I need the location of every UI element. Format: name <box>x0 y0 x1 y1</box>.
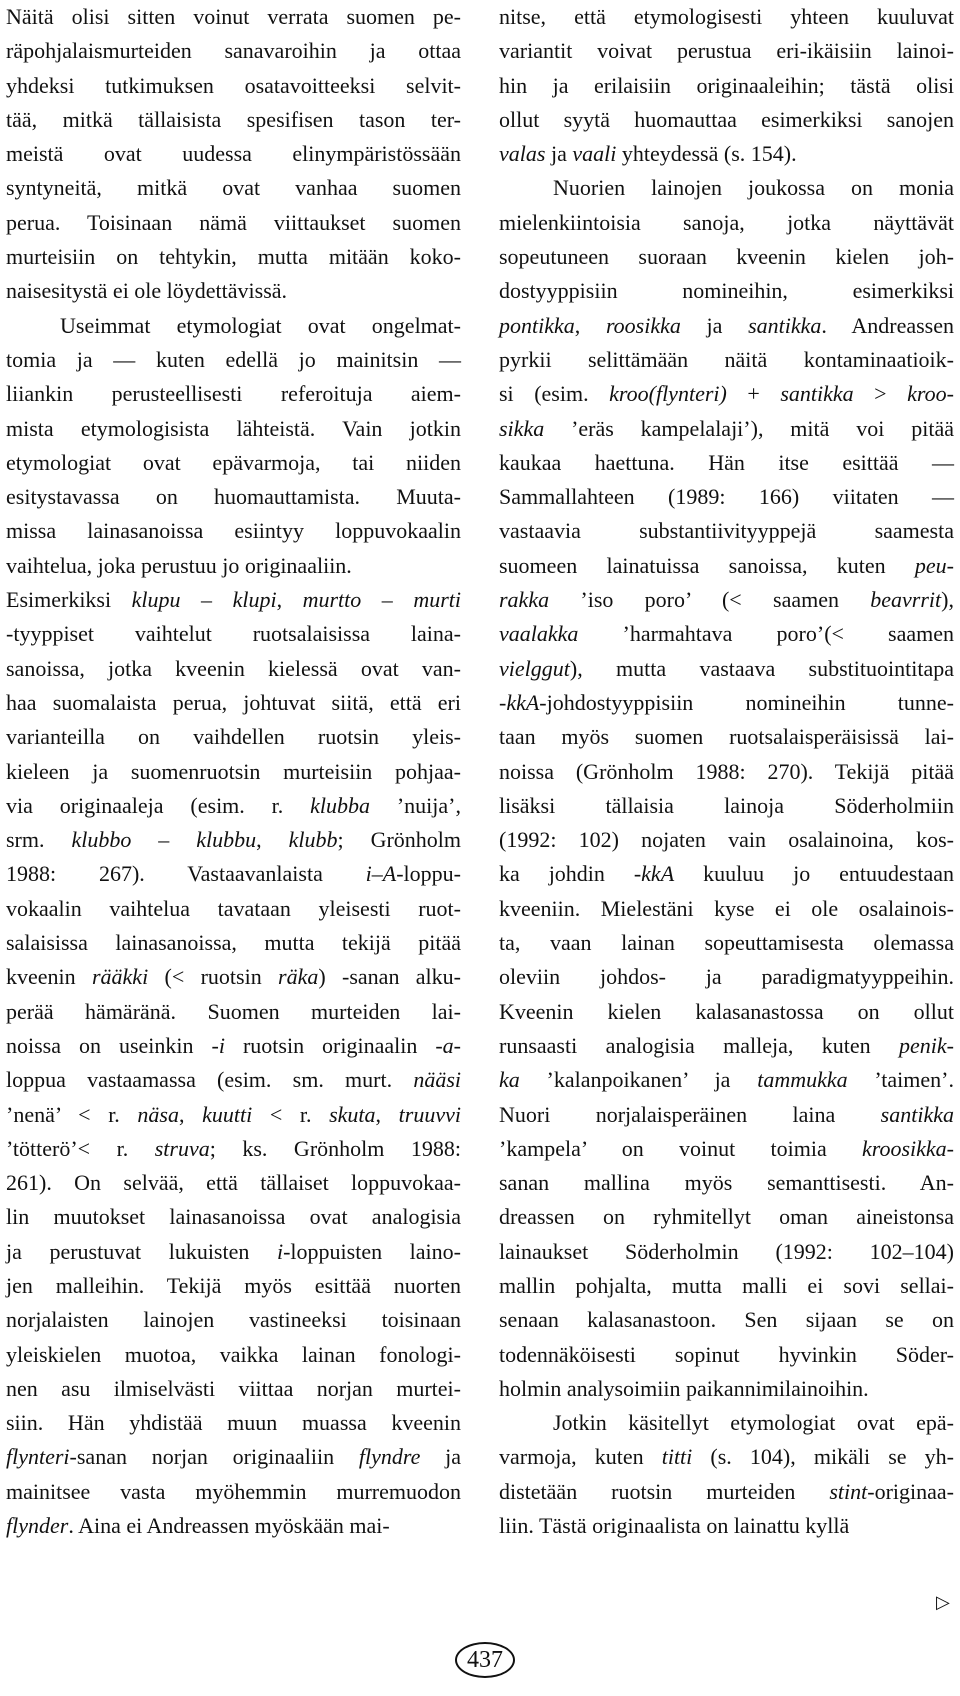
text-segment: Jotkin käsitellyt etymologiat ovat epä- <box>553 1410 954 1436</box>
text-segment: , <box>276 587 303 613</box>
italic-term: santikka <box>748 312 822 338</box>
text-segment: ’tötterö’< r. <box>6 1135 155 1161</box>
text-segment: tää, mitkä tällaisista spesifisen tason ter- <box>6 106 461 132</box>
text-line <box>499 1372 954 1406</box>
text-line <box>6 1029 461 1063</box>
text-line <box>6 892 461 926</box>
text-segment: runsaasti analogisia malleja, kuten <box>499 1032 900 1058</box>
text-segment: syntyneitä, mitkä ovat vanhaa suomen <box>6 175 461 201</box>
text-segment: mainitsee vasta myöhemmin murremuodon <box>6 1478 461 1504</box>
italic-term: kroosikka <box>861 1135 947 1161</box>
text-line <box>499 1440 954 1474</box>
text-line <box>6 617 461 651</box>
text-line <box>6 789 461 823</box>
italic-term: ka <box>499 1067 520 1093</box>
text-segment: kveenin <box>6 964 92 990</box>
italic-term: truuvvi <box>398 1101 461 1127</box>
text-segment: yhteydessä (s. 154). <box>616 141 797 167</box>
page-number: 437 <box>455 1642 515 1678</box>
text-line <box>499 583 954 617</box>
text-segment: - <box>946 1135 954 1161</box>
text-segment: pyrkii selittämään näitä kontaminaatioik- <box>499 346 954 372</box>
text-line <box>6 240 461 274</box>
text-segment: ja <box>545 141 573 167</box>
italic-term: kuutti <box>202 1101 253 1127</box>
text-line <box>499 1338 954 1372</box>
text-segment: < r. <box>252 1101 330 1127</box>
text-line <box>499 755 954 789</box>
text-line <box>499 789 954 823</box>
text-segment: räpohjalaismurteiden sanavaroihin ja ottaa <box>6 38 461 64</box>
text-line <box>6 755 461 789</box>
text-line <box>499 1063 954 1097</box>
text-segment: nen asu ilmiselvästi viittaa norjan murtei- <box>6 1375 461 1401</box>
italic-term: klubb <box>288 827 338 853</box>
text-segment: sanoissa, jotka kveenin kielessä ovat van- <box>6 655 461 681</box>
text-line <box>6 1303 461 1337</box>
text-line <box>499 652 954 686</box>
italic-term: i <box>276 1238 284 1264</box>
text-line <box>6 857 461 891</box>
text-line <box>499 103 954 137</box>
text-line <box>6 274 461 308</box>
text-line <box>6 0 461 34</box>
text-segment: si (esim. <box>499 381 610 407</box>
text-line <box>6 1235 461 1269</box>
text-segment: ja <box>420 1444 461 1470</box>
text-segment: taan myös suomen ruotsalaisperäisissä lai- <box>499 724 954 750</box>
text-segment: > <box>853 381 908 407</box>
text-segment: lisäksi tällaisia lainoja Söderholmiin <box>499 792 954 818</box>
text-segment: kieleen ja suomenruotsin murteisiin pohjaa- <box>6 758 461 784</box>
text-segment: Useimmat etymologiat ovat ongelmat- <box>60 312 461 338</box>
italic-term: skuta <box>329 1101 376 1127</box>
text-segment: Nuorien lainojen joukossa on monia <box>553 175 954 201</box>
italic-term: pontikka <box>499 312 575 338</box>
text-segment: + <box>726 381 781 407</box>
italic-term: titti <box>661 1444 693 1470</box>
text-segment: , <box>178 1101 203 1127</box>
text-line <box>499 857 954 891</box>
text-line <box>6 1338 461 1372</box>
text-line <box>499 171 954 205</box>
text-segment: kaukaa haettuna. Hän itse esittää — <box>499 449 954 475</box>
text-line <box>6 1406 461 1440</box>
italic-term: klubbo – klubbu <box>71 827 257 853</box>
italic-term: stint <box>829 1478 868 1504</box>
text-segment: ta, vaan lainan sopeuttamisesta olemassa <box>499 930 954 956</box>
text-segment: (1992: 102) nojaten vain osalainoina, kos- <box>499 827 954 853</box>
text-segment: dreassen on ryhmitellyt oman aineistonsa <box>499 1204 954 1230</box>
italic-term: klubba <box>310 792 370 818</box>
italic-term: vaali <box>572 141 617 167</box>
text-segment: , <box>375 1101 399 1127</box>
text-segment: perua. Toisinaan nämä viittaukset suomen <box>6 209 461 235</box>
text-line <box>6 652 461 686</box>
text-segment: -tyyppiset vaihtelut ruotsalaisissa laina- <box>6 621 461 647</box>
text-line <box>6 926 461 960</box>
text-segment: ruotsin originaalin <box>224 1032 436 1058</box>
text-line <box>499 69 954 103</box>
text-segment: varianteilla on vaihdellen ruotsin yleis- <box>6 724 461 750</box>
text-line <box>6 1269 461 1303</box>
text-segment: Esimerkiksi <box>6 587 132 613</box>
text-line <box>499 240 954 274</box>
text-line <box>499 343 954 377</box>
text-segment: yhdeksi tutkimuksen osatavoitteeksi selvit- <box>6 72 461 98</box>
text-line <box>6 960 461 994</box>
italic-term: vielggut <box>499 655 570 681</box>
text-line <box>499 1132 954 1166</box>
text-segment: variantit voivat perustua eri-ikäisiin lainoi- <box>499 38 954 64</box>
text-line <box>499 1303 954 1337</box>
text-segment: perää hämäränä. Suomen murteiden lai- <box>6 998 461 1024</box>
text-line <box>499 1200 954 1234</box>
text-segment: -originaa- <box>867 1478 954 1504</box>
text-line <box>6 1132 461 1166</box>
text-segment: ja perustuvat lukuisten <box>6 1238 277 1264</box>
text-line <box>499 514 954 548</box>
left-text-column <box>6 0 461 1543</box>
text-segment: ka johdin <box>499 861 634 887</box>
text-segment: ’kampela’ on voinut toimia <box>499 1135 862 1161</box>
text-segment: Sammallahteen (1989: 166) viitaten — <box>499 484 954 510</box>
text-line <box>499 1475 954 1509</box>
text-segment: vaihtelua, joka perustuu jo originaaliin. <box>6 552 352 578</box>
text-segment: lin muutokset lainasanoissa ovat analogisia <box>6 1204 461 1230</box>
text-line <box>499 206 954 240</box>
text-segment: liin. Tästä originaalista on lainattu kyllä <box>499 1513 850 1539</box>
text-line <box>499 720 954 754</box>
text-segment: ; ks. Grönholm 1988: <box>209 1135 461 1161</box>
text-line <box>6 480 461 514</box>
text-segment: todennäköisesti sopinut hyvinkin Söder- <box>499 1341 954 1367</box>
text-line <box>499 34 954 68</box>
text-line <box>6 1063 461 1097</box>
text-segment: sanan mallina myös semanttisesti. An- <box>499 1170 954 1196</box>
text-line <box>6 583 461 617</box>
text-segment: Näitä olisi sitten voinut verrata suomen pe- <box>6 4 461 29</box>
text-line <box>499 1166 954 1200</box>
text-segment: -loppuisten laino- <box>283 1238 461 1264</box>
italic-term: näsa <box>137 1101 179 1127</box>
italic-term: peu- <box>914 552 954 578</box>
text-segment: loppua vastaamassa (esim. sm. murt. <box>6 1067 414 1093</box>
text-segment: meistä ovat uudessa elinympäristössään <box>6 141 461 167</box>
italic-term: flyndre <box>358 1444 421 1470</box>
italic-term: i–A <box>365 861 397 887</box>
text-line <box>6 309 461 343</box>
text-line <box>499 377 954 411</box>
text-line <box>6 1372 461 1406</box>
text-segment: ’iso poro’ (< saamen <box>549 587 871 613</box>
italic-term: santikka <box>780 381 854 407</box>
italic-term: rakka <box>499 587 550 613</box>
text-segment: ; Grönholm <box>337 827 462 853</box>
text-segment: liiankin perusteellisesti referoituja aiem- <box>6 381 461 407</box>
text-segment: suomeen lainatuissa sanoissa, kuten <box>499 552 915 578</box>
text-segment: ’eräs kampelalaji’), mitä voi pitää <box>544 415 954 441</box>
text-segment: haa suomalaista perua, johtuvat siitä, että eri <box>6 689 461 715</box>
text-segment: ’taimen’. <box>847 1067 954 1093</box>
text-line <box>6 446 461 480</box>
text-line <box>499 1509 954 1543</box>
text-segment: via originaaleja (esim. r. <box>6 792 311 818</box>
text-line <box>6 686 461 720</box>
italic-term: penik- <box>899 1032 954 1058</box>
text-segment: varmoja, kuten <box>499 1444 662 1470</box>
text-segment: distetään ruotsin murteiden <box>499 1478 830 1504</box>
text-line <box>6 549 461 583</box>
text-segment: . Andreassen <box>821 312 954 338</box>
text-segment: , <box>574 312 606 338</box>
text-line <box>6 1200 461 1234</box>
text-line <box>6 823 461 857</box>
text-line <box>6 1098 461 1132</box>
text-segment: srm. <box>6 827 72 853</box>
text-segment: - <box>453 1032 461 1058</box>
text-line <box>499 926 954 960</box>
italic-term: roosikka <box>605 312 681 338</box>
text-line <box>499 0 954 34</box>
text-segment: noissa on useinkin <box>6 1032 212 1058</box>
text-segment: lainaukset Söderholmin (1992: 102–104) <box>499 1238 954 1264</box>
italic-term: rääkki <box>91 964 149 990</box>
text-segment: noissa (Grönholm 1988: 270). Tekijä pitää <box>499 758 954 784</box>
text-segment: mielenkiintoisia sanoja, jotka näyttävät <box>499 209 954 235</box>
text-line <box>6 1166 461 1200</box>
text-segment: ’nenä’ < r. <box>6 1101 138 1127</box>
text-segment: , <box>256 827 289 853</box>
text-segment: oleviin johdos- ja paradigmatyyppeihin. <box>499 964 954 990</box>
text-segment: ja <box>680 312 749 338</box>
text-line <box>6 103 461 137</box>
text-line <box>6 206 461 240</box>
italic-term: struva <box>154 1135 210 1161</box>
text-segment: yleiskielen muotoa, vaikka lainan fonologi- <box>6 1341 461 1367</box>
text-segment: kveeniin. Mielestäni kyse ei ole osalainois- <box>499 895 954 921</box>
text-segment: 1988: 267). Vastaavanlaista <box>6 861 366 887</box>
text-segment: etymologiat ovat epävarmoja, tai niiden <box>6 449 461 475</box>
text-segment: nitse, että etymologisesti yhteen kuuluvat <box>499 4 954 29</box>
text-segment: mallin pohjalta, mutta malli ei sovi sellai- <box>499 1272 954 1298</box>
italic-term: klupu – klupi <box>131 587 277 613</box>
text-segment: esitystavassa on huomauttamista. Muuta- <box>6 484 461 510</box>
text-line <box>6 1509 461 1543</box>
text-segment: vastaavia substantiivityyppejä saamesta <box>499 518 954 544</box>
italic-term: beavrrit <box>870 587 942 613</box>
italic-term: sikka <box>499 415 545 441</box>
text-line <box>6 377 461 411</box>
text-segment: dostyyppisiin nomineihin, esimerkiksi <box>499 278 954 304</box>
text-line <box>499 686 954 720</box>
text-segment: jen malleihin. Tekijä myös esittää nuorten <box>6 1272 461 1298</box>
text-line <box>6 343 461 377</box>
text-segment: hin ja erilaisiin originaaleihin; tästä olisi <box>499 72 954 98</box>
italic-term: vaalakka <box>499 621 579 647</box>
text-segment: missa lainasanoissa esiintyy loppuvokaalin <box>6 518 461 544</box>
text-line <box>499 480 954 514</box>
text-segment: salaisissa lainasanoissa, mutta tekijä pitää <box>6 930 461 956</box>
text-line <box>499 617 954 651</box>
text-segment: tomia ja — kuten edellä jo mainitsin — <box>6 346 461 372</box>
text-line <box>499 549 954 583</box>
italic-term: kroo(flynteri) <box>609 381 727 407</box>
italic-term: räka <box>278 964 319 990</box>
text-segment: Nuori norjalaisperäinen laina <box>499 1101 881 1127</box>
italic-term: tammukka <box>757 1067 848 1093</box>
text-segment: (< ruotsin <box>148 964 279 990</box>
text-line <box>499 1029 954 1063</box>
text-line <box>499 446 954 480</box>
text-segment: 261). On selvää, että tällaiset loppuvokaa- <box>6 1170 461 1196</box>
text-line <box>6 1475 461 1509</box>
text-line <box>499 1235 954 1269</box>
text-line <box>499 137 954 171</box>
text-segment: ’nuija’, <box>370 792 461 818</box>
text-line <box>6 412 461 446</box>
text-line <box>499 960 954 994</box>
text-segment: vokaalin vaihtelua tavataan yleisesti ruot- <box>6 895 461 921</box>
text-segment: kuuluu jo entuudestaan <box>674 861 954 887</box>
text-line <box>499 823 954 857</box>
text-segment: (s. 104), mikäli se yh- <box>692 1444 954 1470</box>
text-line <box>6 137 461 171</box>
text-line <box>499 274 954 308</box>
italic-term: flynder <box>6 1513 69 1539</box>
italic-term: kroo- <box>907 381 954 407</box>
text-line <box>6 171 461 205</box>
italic-term: santikka <box>880 1101 954 1127</box>
text-segment: ) -sanan alku- <box>318 964 461 990</box>
italic-term: -i <box>211 1032 225 1058</box>
text-segment: ollut syytä huomauttaa esimerkiksi sanojen <box>499 106 954 132</box>
text-segment: murteisiin on tehtykin, mutta mitään koko- <box>6 244 461 270</box>
text-line <box>499 892 954 926</box>
text-line <box>6 1440 461 1474</box>
italic-term: valas <box>499 141 546 167</box>
text-line <box>499 995 954 1029</box>
text-segment: . Aina ei Andreassen myöskään mai- <box>68 1513 390 1539</box>
text-line <box>6 34 461 68</box>
text-segment: norjalaisten lainojen vastineeksi toisinaan <box>6 1307 461 1333</box>
text-line <box>6 69 461 103</box>
text-line <box>499 1098 954 1132</box>
text-segment: ’harmahtava poro’(< saamen <box>578 621 954 647</box>
text-segment: Kveenin kielen kalasanastossa on ollut <box>499 998 954 1024</box>
right-text-column <box>499 0 954 1543</box>
text-line <box>499 1269 954 1303</box>
continue-arrow-icon: ▷ <box>936 1592 950 1613</box>
text-line <box>499 1406 954 1440</box>
italic-term: nääsi <box>413 1067 461 1093</box>
text-line <box>499 309 954 343</box>
text-segment: sopeutuneen suoraan kveenin kielen joh- <box>499 244 954 270</box>
text-segment: -loppu- <box>396 861 461 887</box>
italic-term: -kkA <box>633 861 675 887</box>
text-line <box>6 720 461 754</box>
text-line <box>6 514 461 548</box>
italic-term: -a <box>435 1032 454 1058</box>
text-segment: senaan kalasanastoon. Sen sijaan se on <box>499 1307 954 1333</box>
text-segment: ’kalanpoikanen’ ja <box>519 1067 758 1093</box>
italic-term: murtto – murti <box>302 587 461 613</box>
text-segment: mista etymologisista lähteistä. Vain jotkin <box>6 415 461 441</box>
text-line <box>6 995 461 1029</box>
text-segment: -sanan norjan originaaliin <box>69 1444 359 1470</box>
text-segment: holmin analysoimiin paikannimilainoihin. <box>499 1375 869 1401</box>
italic-term: flynteri <box>6 1444 70 1470</box>
text-segment: ), mutta vastaava substituointitapa <box>569 655 954 681</box>
text-line <box>499 412 954 446</box>
text-segment: siin. Hän yhdistää muun muassa kveenin <box>6 1410 461 1436</box>
text-segment: -johdostyyppisiin nomineihin tunne- <box>539 689 954 715</box>
italic-term: -kkA <box>499 689 540 715</box>
text-segment: naisesitystä ei ole löydettävissä. <box>6 278 288 304</box>
text-segment: ), <box>941 587 954 613</box>
